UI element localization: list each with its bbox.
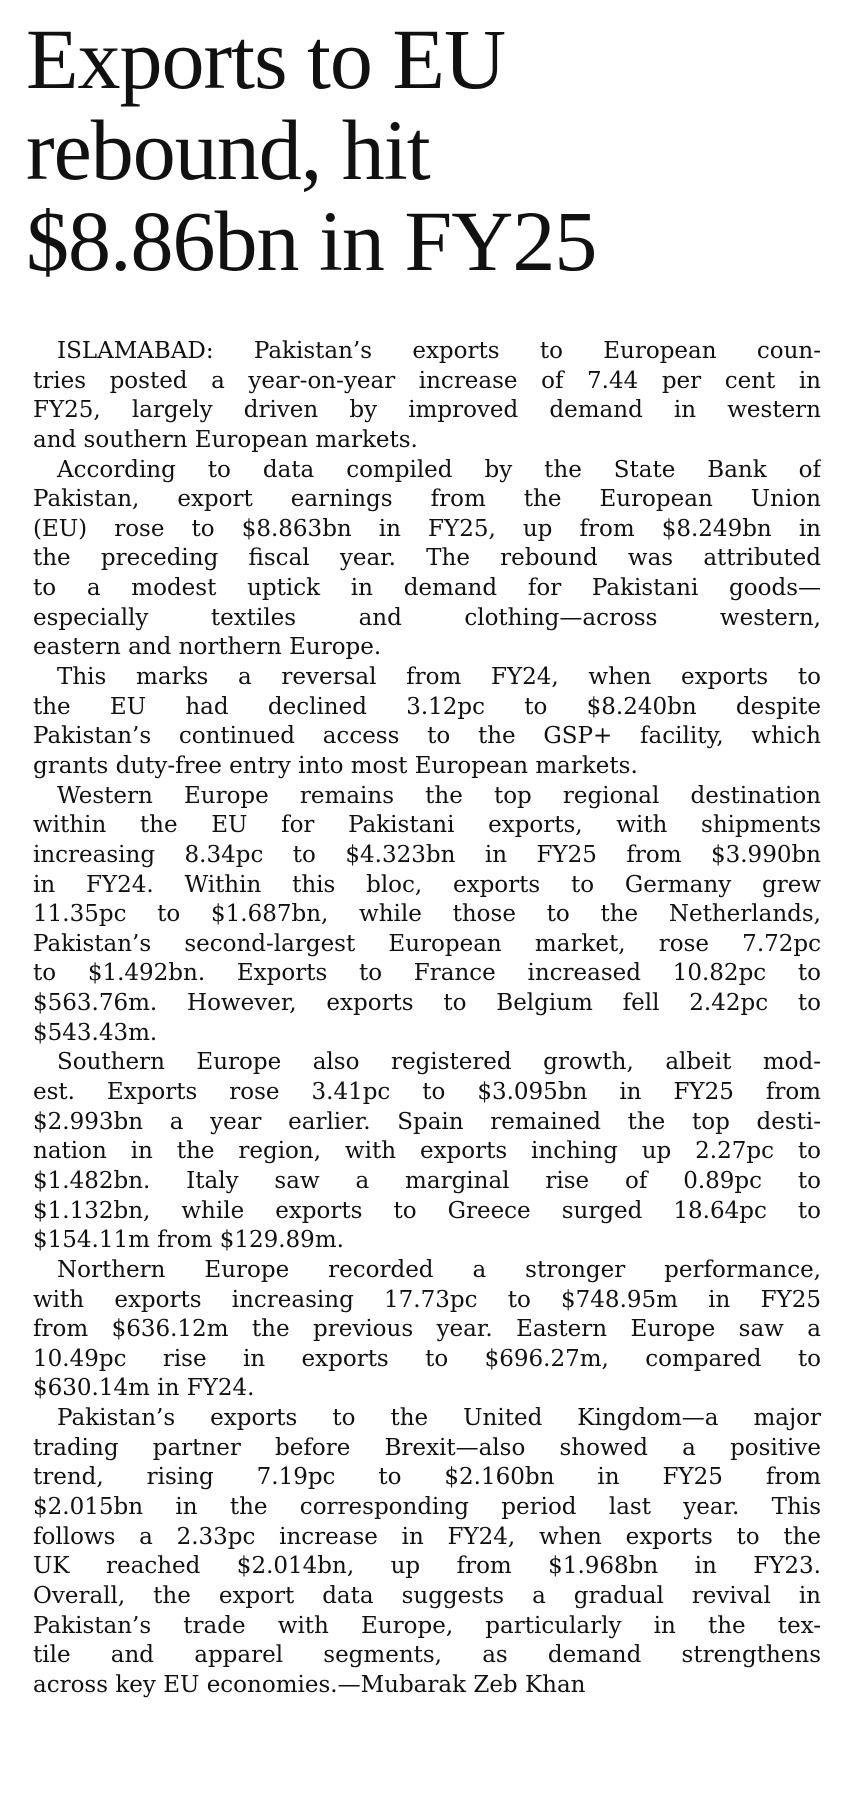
text-line: trend, rising 7.19pc to $2.160bn in FY25 from xyxy=(33,1464,821,1491)
text-line: follows a 2.33pc increase in FY24, when exports to the xyxy=(33,1523,821,1550)
text-line: This marks a reversal from FY24, when exports to xyxy=(57,664,821,691)
text-line: Overall, the export data suggests a gradual revival in xyxy=(33,1582,821,1609)
headline-line: $8.86bn in FY25 xyxy=(26,193,597,289)
text-line: Pakistan, export earnings from the European Union xyxy=(33,486,821,513)
text-line: from $636.12m the previous year. Eastern Europe saw a xyxy=(33,1316,821,1343)
text-line: est. Exports rose 3.41pc to $3.095bn in FY25 from xyxy=(33,1079,821,1106)
text-line: and southern European markets. xyxy=(33,426,418,453)
text-line: $543.43m. xyxy=(33,1019,158,1046)
text-line: $2.993bn a year earlier. Spain remained the top desti- xyxy=(33,1108,821,1135)
text-line: increasing 8.34pc to $4.323bn in FY25 from $3.990bn xyxy=(33,841,821,868)
text-line: UK reached $2.014bn, up from $1.968bn in FY23. xyxy=(33,1553,821,1580)
text-line: in FY24. Within this bloc, exports to Germany grew xyxy=(33,871,821,898)
text-line: (EU) rose to $8.863bn in FY25, up from $8.249bn in xyxy=(33,515,821,542)
text-line: According to data compiled by the State Bank of xyxy=(57,456,821,483)
headline-line: rebound, hit xyxy=(26,102,430,198)
text-line: $563.76m. However, exports to Belgium fell 2.42pc to xyxy=(33,990,821,1017)
text-line: $1.132bn, while exports to Greece surged 18.64pc to xyxy=(33,1197,821,1224)
text-line: trading partner before Brexit—also showed a positive xyxy=(33,1434,821,1461)
text-line: grants duty-free entry into most European markets. xyxy=(33,752,638,779)
text-line: to a modest uptick in demand for Pakistani goods— xyxy=(33,575,821,602)
text-line: 10.49pc rise in exports to $696.27m, compared to xyxy=(33,1345,821,1372)
paragraph-western-europe xyxy=(33,782,821,1049)
text-line: 11.35pc to $1.687bn, while those to the Netherlands, xyxy=(33,901,821,928)
text-line: the preceding fiscal year. The rebound was attributed xyxy=(33,545,821,572)
text-line: the EU had declined 3.12pc to $8.240bn despite xyxy=(33,693,821,720)
paragraph-sbp-data xyxy=(33,456,821,663)
paragraph-united-kingdom xyxy=(33,1404,821,1700)
text-line: to $1.492bn. Exports to France increased 10.82pc to xyxy=(33,960,821,987)
headline-line: Exports to EU xyxy=(26,11,506,107)
paragraph-northern-eastern-europe xyxy=(33,1256,821,1404)
text-line: $154.11m from $129.89m. xyxy=(33,1227,344,1254)
text-line: especially textiles and clothing—across western, xyxy=(33,604,821,631)
paragraph-dateline xyxy=(33,337,821,456)
text-line: Pakistan’s exports to the United Kingdom—a major xyxy=(57,1405,821,1432)
text-line: with exports increasing 17.73pc to $748.95m in FY25 xyxy=(33,1286,821,1313)
article-body xyxy=(33,337,821,1700)
text-line: eastern and northern Europe. xyxy=(33,634,382,661)
text-line: $630.14m in FY24. xyxy=(33,1375,255,1402)
text-line: FY25, largely driven by improved demand in western xyxy=(33,397,821,424)
text-line: $1.482bn. Italy saw a marginal rise of 0.89pc to xyxy=(33,1167,821,1194)
paragraph-fy24-reversal xyxy=(33,663,821,782)
text-line: Northern Europe recorded a stronger performance, xyxy=(57,1256,821,1283)
text-line: tries posted a year-on-year increase of 7.44 per cent in xyxy=(33,367,821,394)
text-line: Pakistan’s second-largest European market, rose 7.72pc xyxy=(33,930,821,957)
text-line: within the EU for Pakistani exports, with shipments xyxy=(33,812,821,839)
text-line: Pakistan’s continued access to the GSP+ facility, which xyxy=(33,723,821,750)
text-line: nation in the region, with exports inching up 2.27pc to xyxy=(33,1138,821,1165)
text-line: tile and apparel segments, as demand strengthens xyxy=(33,1642,821,1669)
text-line: $2.015bn in the corresponding period last year. This xyxy=(33,1493,821,1520)
text-line: Pakistan’s trade with Europe, particularly in the tex- xyxy=(33,1612,821,1639)
paragraph-southern-europe xyxy=(33,1048,821,1255)
text-line byline: across key EU economies.—Mubarak Zeb Khan xyxy=(33,1671,586,1698)
text-line: Southern Europe also registered growth, albeit mod- xyxy=(57,1049,821,1076)
text-line: ISLAMABAD: Pakistan’s exports to European coun- xyxy=(57,338,821,364)
headline xyxy=(26,11,826,289)
text-line: Western Europe remains the top regional destination xyxy=(57,782,821,809)
